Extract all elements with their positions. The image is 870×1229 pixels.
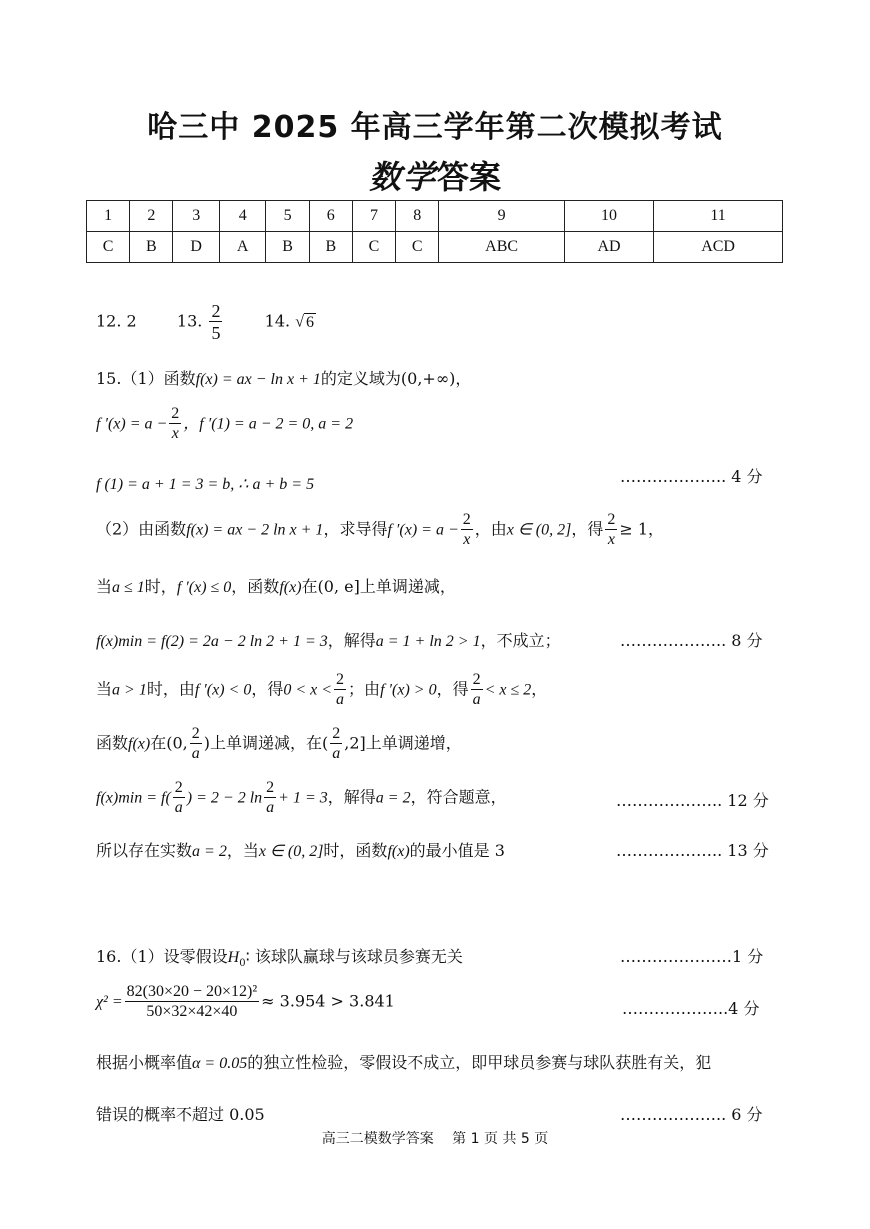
q15-case1-interval: (0, e] (317, 577, 360, 596)
question-number: 8 (396, 201, 439, 232)
q16-hypothesis-text: ∶ 该球队赢球与该球员参赛无关 (245, 947, 463, 966)
q15-label: 15.（1）函数 (96, 369, 196, 388)
question-number: 3 (173, 201, 220, 232)
q15-case1-text: 上单调递减， (359, 577, 456, 596)
subtitle-handwritten: 数学 (368, 158, 437, 196)
q16-hypothesis-line (96, 944, 463, 969)
answer-cell: A (219, 232, 266, 263)
q15-part2-text: ，求导得 (323, 519, 388, 539)
answer-cell: C (352, 232, 395, 263)
q15-case2-text: 当 (96, 679, 113, 699)
q15-domain-text: 的定义域为 (320, 369, 401, 388)
q15-mono-interval2-open: ( (322, 733, 329, 753)
q15-mono-fraction1: $\frac{2}{a}$ (191, 725, 200, 762)
q15-part2-derivative: f ′(x) = a − (387, 521, 459, 539)
q13-fraction: $\frac{2}{5}$ (211, 301, 221, 343)
q15-part2-text: ，由 (474, 519, 507, 539)
question-number: 10 (564, 201, 653, 232)
q15-part2-condition: x ∈ (0, 2] (506, 521, 572, 539)
question-number: 1 (87, 201, 130, 232)
q15-case1-text: 当 (96, 577, 113, 596)
q16-label: 16.（1）设零假设 (96, 947, 228, 966)
question-number: 5 (266, 201, 309, 232)
q15-mono-text: 在 (150, 733, 167, 753)
question-number: 6 (309, 201, 352, 232)
q16-chi-fraction: $\frac{\text{82(30×20 − 20×12)²}}{50\times 32\times 42\times 40}$ (126, 983, 258, 1020)
q15-derivative-rest: ，f ′(1) = a − 2 = 0, a = 2 (183, 415, 354, 433)
q15-score-13: ……………….. 13 分 (616, 841, 769, 860)
q15-min2-text: ，符合题意， (410, 787, 507, 807)
q15-part2-label: （2）由函数 (96, 519, 187, 539)
q15-min1-solution: a = 1 + ln 2 > 1 (375, 633, 481, 650)
q15-mono-text: 上单调递增， (365, 733, 462, 753)
q15-case2-range1: 0 < x < (283, 681, 333, 699)
q15-case2-text: ；由 (348, 679, 381, 699)
q15-case2-range2: < x ≤ 2 (484, 681, 532, 699)
page-subtitle (0, 152, 870, 198)
q16-chi-rest: ≈ 3.954 > 3.841 (261, 991, 395, 1011)
q15-case2-line (96, 672, 547, 708)
q12-label: 12. (96, 311, 122, 331)
q15-derivative-fraction: $\frac{2}{x}$ (171, 405, 180, 442)
q15-f1-line (96, 474, 314, 494)
question-number: 11 (654, 201, 783, 232)
question-number: 2 (130, 201, 173, 232)
answer-cell: C (87, 232, 130, 263)
subtitle-plain: 答案 (437, 158, 502, 196)
answer-cell: C (396, 232, 439, 263)
question-number: 4 (219, 201, 266, 232)
q15-mono-text: 函数 (96, 733, 129, 753)
q15-min2-line (96, 780, 507, 816)
q16-conclusion-line2: 错误的概率不超过 0.05 (96, 1105, 265, 1124)
q15-conclusion-line (96, 838, 505, 861)
q15-min2-rest: + 1 = 3 (278, 789, 328, 807)
q15-concl-condition: x ∈ (0, 2] (258, 843, 324, 860)
q15-concl-text: 的最小值是 3 (409, 841, 505, 860)
q15-mono-interval1-close: ) (203, 733, 210, 753)
q15-case2-fraction2: $\frac{2}{a}$ (472, 671, 481, 708)
answer-cell: B (130, 232, 173, 263)
answer-cell: B (266, 232, 309, 263)
answer-cell: D (173, 232, 220, 263)
answer-table-answers-row (87, 232, 783, 263)
q15-case2-text: ，得 (251, 679, 284, 699)
q15-case1-line (96, 574, 456, 597)
q15-score-8: ……………….. 8 分 (620, 631, 763, 650)
q14-label: 14. (264, 311, 291, 331)
q15-case2-condition: a > 1 (112, 681, 147, 699)
q16-conclusion-line1 (96, 1050, 711, 1073)
q15-min2-mid: ) = 2 − 2 ln (186, 789, 263, 807)
question-number: 9 (439, 201, 565, 232)
q15-case2-fraction1: $\frac{2}{a}$ (336, 671, 345, 708)
q15-case2-text: 时，由 (146, 679, 195, 699)
q14-sqrt: √ 6 (295, 313, 314, 331)
answer-table (86, 200, 783, 263)
q15-min2-text: ，解得 (327, 787, 376, 807)
q16-h0: H (227, 949, 240, 966)
q16-alpha: α = 0.05 (192, 1055, 248, 1072)
q15-case1-text: ，函数 (231, 577, 280, 596)
q15-part2-function: f(x) = ax − 2 ln x + 1 (186, 521, 324, 539)
q15-punct: ， (531, 679, 548, 699)
q15-f1-expr: f (1) = a + 1 = 3 = b, ∴ a + b = 5 (96, 476, 315, 493)
q15-mono-fraction2: $\frac{2}{a}$ (332, 725, 341, 762)
q15-min2-fraction2: $\frac{2}{a}$ (266, 779, 275, 816)
q15-part2-ineq: ≥ 1 (619, 519, 649, 539)
q16-conclusion-text: 的独立性检验，零假设不成立，即甲球员参赛与球队获胜有关，犯 (247, 1053, 712, 1072)
q15-min1-expr: f(x)min = f(2) = 2a − 2 ln 2 + 1 = 3 (96, 633, 328, 650)
q15-part2-ineq-fraction: $\frac{2}{x}$ (607, 511, 616, 548)
q15-min1-text: ，解得 (327, 631, 376, 650)
q15-concl-text: 所以存在实数 (96, 841, 193, 860)
q15-concl-text: 时，函数 (323, 841, 388, 860)
q15-punct: ， (455, 369, 472, 388)
q15-case1-text: 时， (144, 577, 177, 596)
answer-cell: ABC (439, 232, 565, 263)
q16-chi-square-line (96, 984, 395, 1020)
q16-score-6: ……………….. 6 分 (620, 1105, 763, 1124)
fill-in-answers (96, 302, 316, 342)
q16-h0-subscript: 0 (239, 958, 246, 970)
q12-answer: 2 (126, 311, 137, 331)
q15-mono-interval1-open: (0, (166, 733, 188, 753)
q15-derivative-line (96, 406, 353, 442)
q15-case1-function: f(x) (279, 579, 302, 596)
q15-domain: (0,+∞) (400, 369, 456, 388)
q15-min1-text: ，不成立； (480, 631, 561, 650)
q16-score-1: …………………1 分 (620, 947, 764, 966)
q15-score-4: ……………….. 4 分 (620, 467, 763, 486)
q15-punct: ， (648, 519, 665, 539)
answer-cell: B (309, 232, 352, 263)
q15-case1-derivative: f ′(x) ≤ 0 (176, 579, 232, 596)
q15-part2-fraction: $\frac{2}{x}$ (462, 511, 471, 548)
q15-case1-text: 在 (301, 577, 318, 596)
q15-monotonic-line (96, 726, 462, 762)
answer-cell: AD (564, 232, 653, 263)
q15-min2-lhs: f(x)min = f( (96, 789, 171, 807)
q15-derivative-lhs: f ′(x) = a − (96, 415, 168, 433)
q15-part2-text: ，得 (571, 519, 604, 539)
q15-case2-derivative-pos: f ′(x) > 0 (380, 681, 437, 699)
page-title: 哈三中 2025 年高三学年第二次模拟考试 (147, 110, 723, 145)
q16-score-4: ………………..4 分 (622, 999, 760, 1018)
page-footer: 高三二模数学答案 第 1 页 共 5 页 (321, 1131, 549, 1147)
q13-label: 13. (176, 311, 203, 331)
q15-part2-line (96, 512, 664, 548)
q15-case2-text: ，得 (436, 679, 469, 699)
q15-concl-text: ，当 (226, 841, 259, 860)
q15-concl-value: a = 2 (192, 843, 227, 860)
q16-chi-lhs: χ² = (96, 993, 123, 1011)
q15-min2-fraction1: $\frac{2}{a}$ (174, 779, 183, 816)
q15-case2-derivative-neg: f ′(x) < 0 (194, 681, 252, 699)
q15-function: f(x) = ax − ln x + 1 (195, 371, 321, 388)
q15-min1-line (96, 628, 561, 651)
answer-cell: ACD (654, 232, 783, 263)
q15-mono-text: 上单调递减，在 (210, 733, 323, 753)
question-number: 7 (352, 201, 395, 232)
answer-table-numbers-row (87, 201, 783, 232)
q15-mono-interval2-close: ,2] (344, 733, 366, 753)
q16-conclusion-text: 根据小概率值 (96, 1053, 193, 1072)
q15-case1-condition: a ≤ 1 (112, 579, 145, 596)
q15-part1-line (96, 366, 471, 389)
q15-score-12: ……………….. 12 分 (616, 791, 769, 810)
q15-min2-solution: a = 2 (375, 789, 411, 807)
q15-concl-function: f(x) (387, 843, 410, 860)
q15-mono-function: f(x) (128, 735, 151, 753)
